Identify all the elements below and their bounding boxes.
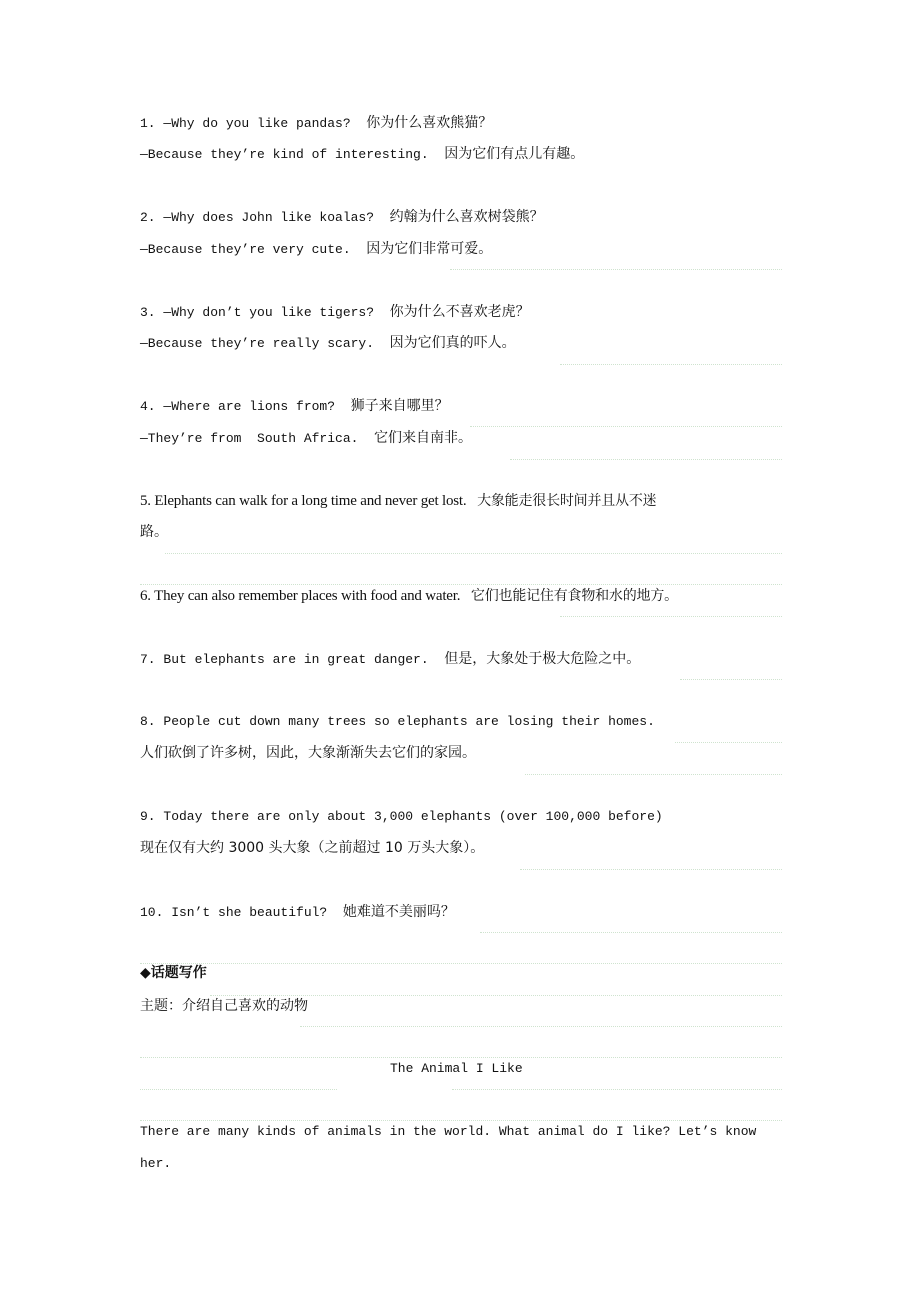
dotted-rule	[470, 426, 782, 427]
english-text: —Because they’re very cute.	[140, 242, 351, 257]
english-text: —They’re from South Africa.	[140, 431, 359, 446]
english-text: 6. They can also remember places with food and water.	[140, 588, 461, 604]
dotted-rule	[140, 1057, 782, 1058]
dotted-rule	[560, 616, 782, 617]
dotted-rule	[140, 1089, 337, 1090]
dotted-rule	[450, 269, 782, 270]
chinese-text: 你为什么不喜欢老虎？	[389, 304, 530, 320]
dotted-rule	[480, 932, 782, 933]
dotted-rule	[300, 1026, 782, 1027]
item-9	[140, 807, 663, 827]
english-text: —Because they’re kind of interesting.	[140, 147, 429, 162]
dotted-rule	[452, 1089, 782, 1090]
english-text: 8. People cut down many trees so elephants are losing their homes.	[140, 714, 655, 729]
chinese-text: 人们砍倒了许多树，因此，大象渐渐失去它们的家园。	[140, 745, 476, 761]
item-2-question	[140, 207, 544, 228]
english-text: 4. —Where are lions from?	[140, 399, 336, 414]
chinese-text: 路。	[140, 524, 168, 540]
dotted-rule	[675, 742, 782, 743]
item-1-answer	[140, 144, 584, 165]
item-1-question	[140, 113, 492, 134]
english-text: 2. —Why does John like koalas?	[140, 210, 375, 225]
item-4-question	[140, 396, 449, 417]
dotted-rule	[165, 553, 782, 554]
chinese-text: 约翰为什么喜欢树袋熊？	[389, 209, 544, 225]
english-text: 10. Isn’t she beautiful?	[140, 905, 328, 920]
item-2-answer	[140, 239, 492, 260]
chinese-text: 它们也能记住有食物和水的地方。	[470, 588, 678, 604]
dotted-rule	[525, 774, 782, 775]
chinese-text: 大象能走很长时间并且从不迷	[477, 493, 657, 509]
chinese-text: 因为它们真的吓人。	[389, 335, 516, 351]
item-4-answer	[140, 428, 472, 449]
dotted-rule	[140, 1120, 782, 1121]
english-text: 9. Today there are only about 3,000 elephants (over 100,000 before)	[140, 809, 663, 824]
chinese-text: 你为什么喜欢熊猫？	[366, 115, 493, 131]
chinese-text: 它们来自南非。	[374, 430, 473, 446]
dotted-rule	[140, 963, 782, 964]
chinese-text: 狮子来自哪里？	[350, 398, 449, 414]
essay-title: The Animal I Like	[390, 1061, 523, 1076]
dotted-rule	[520, 869, 782, 870]
essay-body: her.	[140, 1156, 172, 1171]
essay-body: There are many kinds of animals in the world. What animal do I like? Let’s know	[140, 1124, 757, 1139]
dotted-rule	[560, 364, 782, 365]
chinese-text: 她难道不美丽吗？	[342, 904, 455, 920]
item-8	[140, 712, 655, 732]
chinese-text: 但是，大象处于极大危险之中。	[444, 651, 641, 667]
dotted-rule	[140, 584, 782, 585]
english-text: 3. —Why don’t you like tigers?	[140, 305, 375, 320]
english-text: —Because they’re really scary.	[140, 336, 375, 351]
item-10	[140, 902, 455, 923]
english-text: 7. But elephants are in great danger.	[140, 652, 429, 667]
writing-topic: 主题：介绍自己喜欢的动物	[140, 998, 308, 1014]
chinese-text: 现在仅有大约 3000 头大象（之前超过 10 万头大象）。	[140, 840, 485, 856]
dotted-rule	[510, 459, 782, 460]
english-text: 1. —Why do you like pandas?	[140, 116, 351, 131]
dotted-rule	[680, 679, 782, 680]
item-5	[140, 491, 656, 511]
item-3-answer	[140, 333, 516, 354]
section-heading: ◆话题写作	[140, 965, 207, 981]
chinese-text: 因为它们有点儿有趣。	[444, 146, 585, 162]
item-6	[140, 586, 678, 606]
english-text: 5. Elephants can walk for a long time and never get lost.	[140, 493, 467, 509]
item-7	[140, 649, 640, 670]
item-3-question	[140, 302, 530, 323]
chinese-text: 因为它们非常可爱。	[366, 241, 493, 257]
